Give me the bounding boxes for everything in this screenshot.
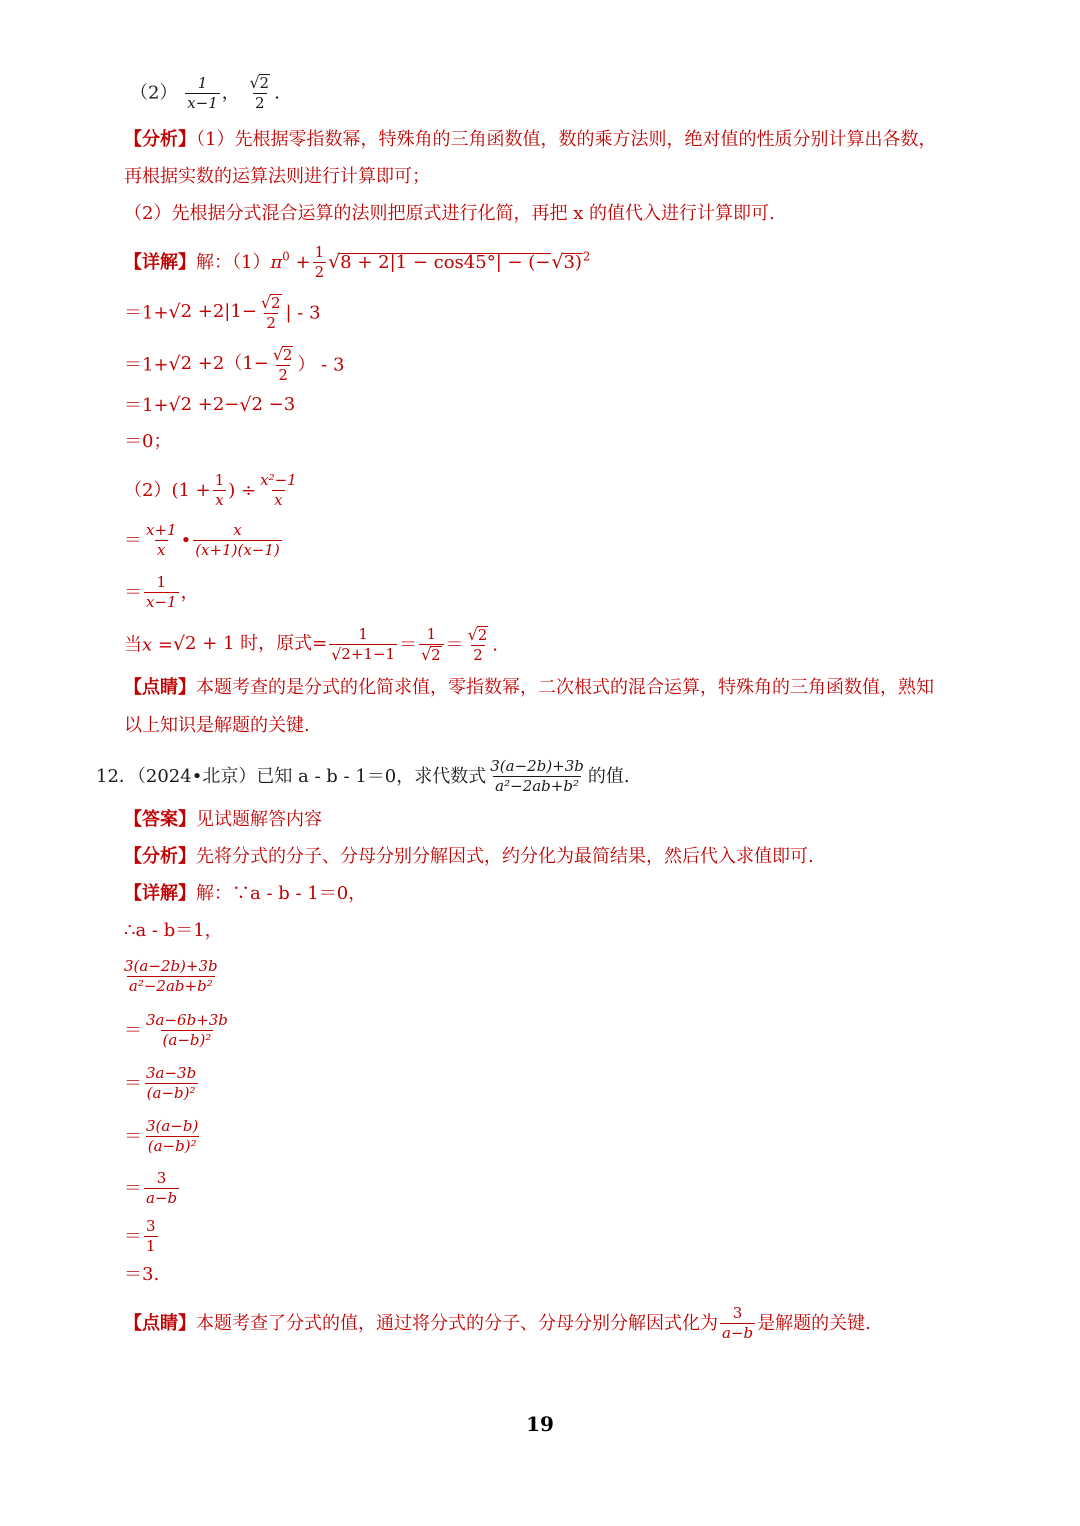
- analysis-line-1: 【分析】（1）先根据零指数幂，特殊角的三角函数值，数的乘方法则，绝对值的性质分别计算出各数，: [124, 129, 937, 150]
- detail2-final: ＝3.: [124, 1264, 160, 1285]
- comment1-tag: 【点睛】: [124, 677, 196, 698]
- analysis-line-2: 再根据实数的运算法则进行计算即可；: [124, 166, 430, 187]
- detail2-step-4: ＝ $\frac{3}{a-b}$: [124, 1169, 178, 1208]
- answer-tag: 【答案】: [124, 809, 196, 830]
- analysis-line-3: （2）先根据分式混合运算的法则把原式进行化简，再把 x 的值代入进行计算即可.: [124, 203, 775, 224]
- part2-answer-line: （2） $\frac{1}{x-1}$ ， √ 2 2 .: [130, 73, 280, 113]
- step-4: ＝0；: [124, 431, 172, 452]
- detail-tag: 【详解】: [124, 251, 196, 273]
- answer-fraction-2: √ 2 2: [249, 73, 270, 113]
- comment2-line: 【点睛】本题考查了分式的值，通过将分式的分子、分母分别分解因式化为 $\frac{3}{a-b}$ 是解题的关键.: [124, 1304, 871, 1343]
- step-1: ＝1+ √ 2 +2|1− √ 2 2 | - 3: [124, 293, 321, 333]
- detail2-fraction-0: $\frac{3(a-2b)+3b}{\text{a²−2ab+b²}}$: [124, 957, 218, 996]
- comment1-line-2: 以上知识是解题的关键.: [124, 715, 310, 736]
- question-12: 12．（2024•北京）已知 a - b - 1＝0，求代数式 $\frac{3(a-2b)+3b}{\text{a²−2ab+b²}}$ 的值.: [96, 757, 630, 796]
- part2-substitution: 当x = √ 2 + 1 时，原式= 1 √ 2+1−1 ＝ 1 √ 2 ＝ √ 2 2 .: [124, 625, 498, 665]
- answer-fraction-1: $\frac{1}{x-1}$: [187, 73, 218, 112]
- detail2-step-1: ＝ $\frac{3a-6b+3b}{\text{(a−b)²}}$: [124, 1011, 228, 1050]
- answer-line: 【答案】见试题解答内容: [124, 809, 322, 830]
- page-number: 19: [526, 1412, 554, 1436]
- part2-step-1: ＝ $\frac{x+1}{x}$ • $\frac{x}{(x+1)(x-1)}$: [124, 521, 280, 560]
- part2-expression: （2）(1 + $\frac{1}{x}$ ) ÷ $\frac{\text{x²−1}}{x}$: [124, 471, 297, 510]
- detail2-step-2: ＝ $\frac{3a-3b}{\text{(a−b)²}}$: [124, 1064, 197, 1103]
- detail2-step-3: ＝ $\frac{3(a-b)}{\text{(a−b)²}}$: [124, 1117, 199, 1156]
- part2-step-2: ＝ $\frac{1}{x-1}$ ，: [124, 573, 199, 612]
- detail2-step-5: ＝ $\frac{3}{1}$: [124, 1217, 156, 1256]
- step-3: ＝1+ √ 2 +2− √ 2 −3: [124, 394, 296, 416]
- step-2: ＝1+ √ 2 +2（1− √ 2 2 ） - 3: [124, 345, 345, 385]
- detail2-line-2: ∴a - b＝1，: [124, 920, 223, 941]
- detail2-tag: 【详解】: [124, 883, 196, 904]
- detail2-line: 【详解】解：∵a - b - 1＝0，: [124, 883, 367, 904]
- analysis-tag: 【分析】: [124, 129, 196, 150]
- analysis2-tag: 【分析】: [124, 846, 196, 867]
- detail-line: 【详解】解：$(1)\pi^0$ + $\frac{1}{2}$ √ 8 + 2|1 − cos45°| − (− √ 3) $^2$: [124, 243, 591, 282]
- comment2-tag: 【点睛】: [124, 1312, 196, 1334]
- comment1-line-1: 【点睛】本题考查的是分式的化简求值，零指数幂，二次根式的混合运算，特殊角的三角函数值，熟知: [124, 677, 934, 698]
- analysis2-line: 【分析】先将分式的分子、分母分别分解因式，约分化为最简结果，然后代入求值即可.: [124, 846, 814, 867]
